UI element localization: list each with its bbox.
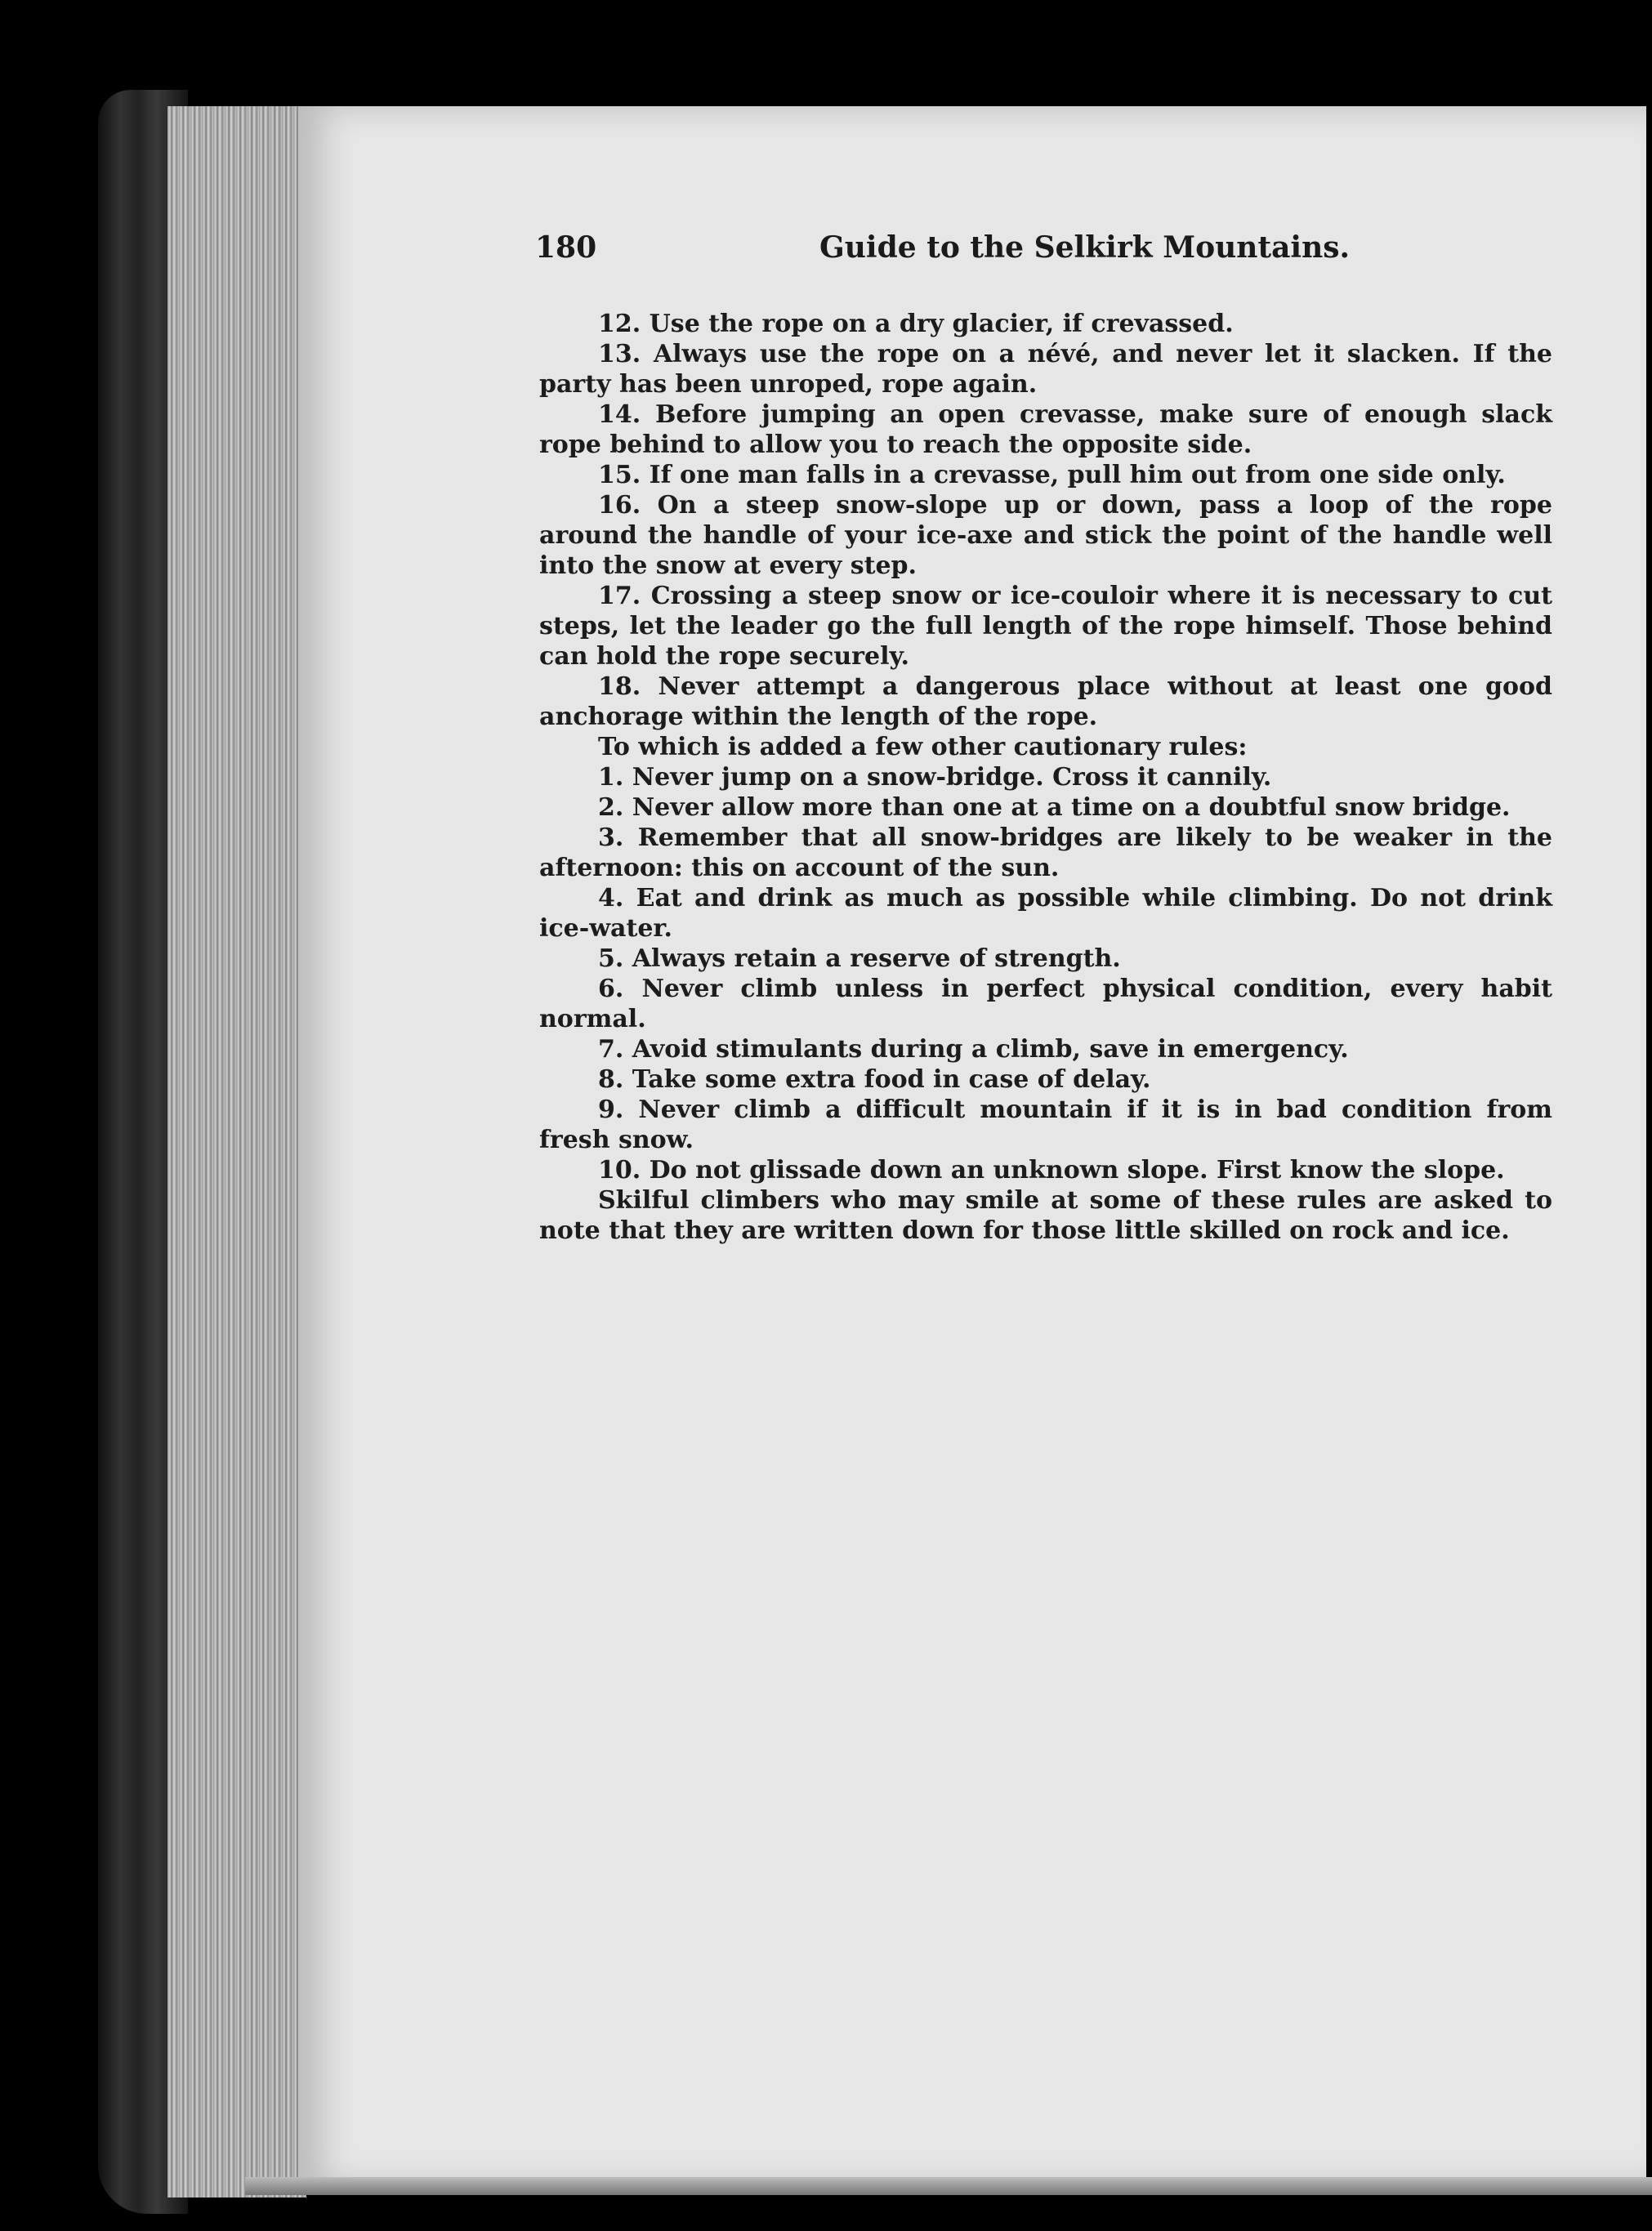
- body-text: [539, 309, 1552, 1246]
- page-bottom-edge: [245, 2177, 1652, 2195]
- running-head: [535, 230, 1544, 273]
- paragraph: 2. Never allow more than one at a time on a doubtful snow bridge.: [598, 793, 1511, 822]
- paragraph: 13. Always use the rope on a névé, and never let it slacken. If the party has been unroped, rope again.: [539, 340, 1552, 399]
- paragraph: 4. Eat and drink as much as possible while climbing. Do not drink ice-water.: [539, 884, 1552, 943]
- paragraph: 1. Never jump on a snow-bridge. Cross it cannily.: [598, 763, 1272, 792]
- paragraph: 15. If one man falls in a crevasse, pull him out from one side only.: [598, 461, 1506, 489]
- paragraph: Skilful climbers who may smile at some of these rules are asked to note that they are written down for those little skilled on rock and ice.: [539, 1186, 1552, 1245]
- paragraph: 3. Remember that all snow-bridges are likely to be weaker in the afternoon: this on account of the sun.: [539, 823, 1552, 882]
- paragraph: 6. Never climb unless in perfect physical condition, every habit normal.: [539, 975, 1552, 1033]
- paragraph: 17. Crossing a steep snow or ice-couloir where it is necessary to cut steps, let the leader go the full length of the rope himself. Those behind can hold the rope securely.: [539, 582, 1552, 671]
- paragraph: 8. Take some extra food in case of delay.: [598, 1065, 1151, 1094]
- paragraph: 7. Avoid stimulants during a climb, save in emergency.: [598, 1035, 1349, 1064]
- page-edges: [167, 106, 306, 2198]
- paragraph: 14. Before jumping an open crevasse, make sure of enough slack rope behind to allow you to reach the opposite side.: [539, 400, 1552, 459]
- paragraph: 12. Use the rope on a dry glacier, if crevassed.: [598, 310, 1234, 338]
- paragraph: 9. Never climb a difficult mountain if it is in bad condition from fresh snow.: [539, 1095, 1552, 1154]
- page-number: 180: [535, 230, 597, 265]
- paragraph: To which is added a few other cautionary rules:: [598, 733, 1248, 761]
- paragraph: 10. Do not glissade down an unknown slope. First know the slope.: [598, 1156, 1505, 1185]
- paragraph: 18. Never attempt a dangerous place without at least one good anchorage within the length of the rope.: [539, 672, 1552, 731]
- paragraph: 5. Always retain a reserve of strength.: [598, 944, 1121, 973]
- page-title: Guide to the Selkirk Mountains.: [819, 230, 1351, 265]
- paragraph: 16. On a steep snow-slope up or down, pass a loop of the rope around the handle of your ice-axe and stick the point of the handle well into the snow at every step.: [539, 491, 1552, 580]
